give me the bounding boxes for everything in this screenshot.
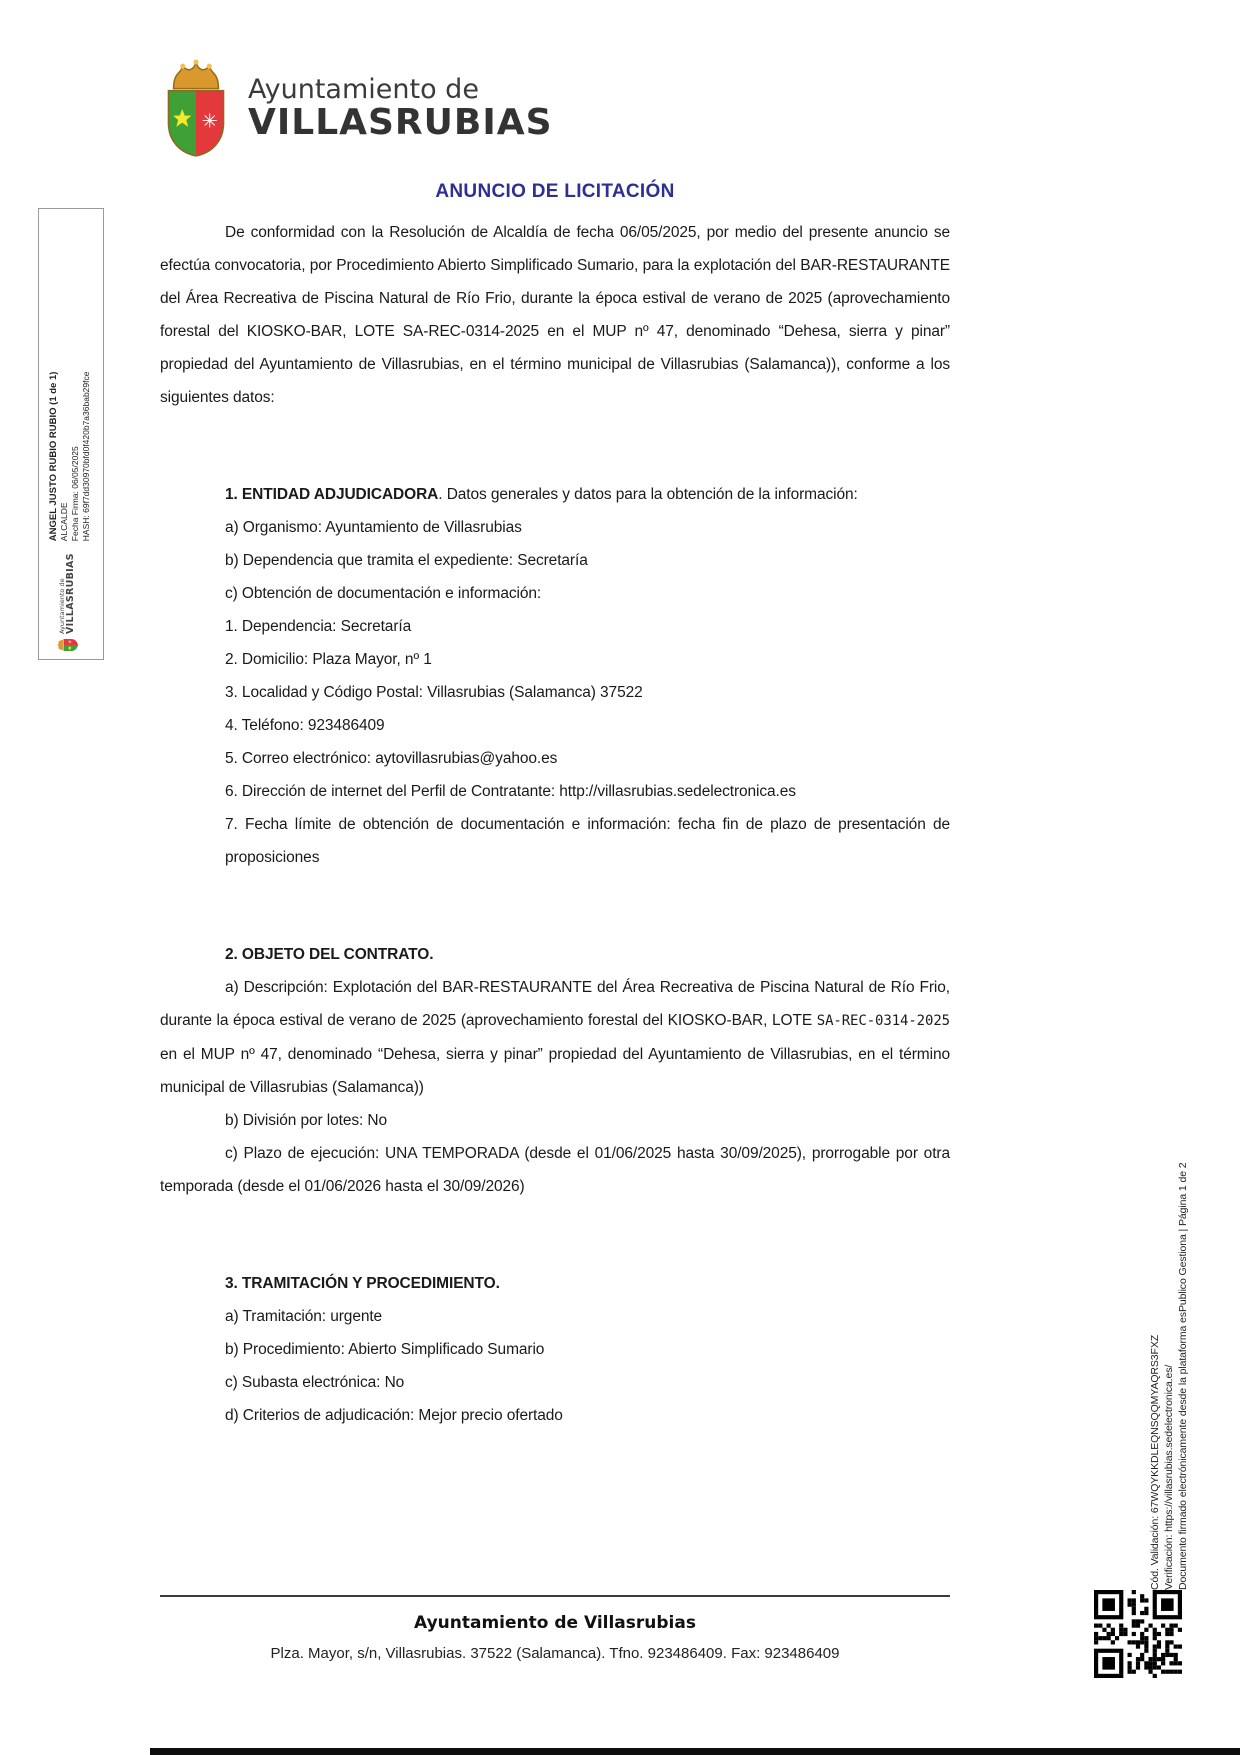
sidebar-logo-line-1: Ayuntamiento de bbox=[58, 578, 67, 634]
scan-edge-bar bbox=[150, 1748, 1240, 1755]
section-1-heading bbox=[160, 478, 950, 511]
logo-line-1: Ayuntamiento de bbox=[248, 73, 479, 105]
section-2-item-b: b) División por lotes: No bbox=[225, 1112, 388, 1129]
signer-name: ANGEL JUSTO RUBIO RUBIO (1 de 1) bbox=[48, 371, 59, 542]
section-1-item: 5. Correo electrónico: aytovillasrubias@yahoo.es bbox=[225, 750, 558, 767]
section-1-item: a) Organismo: Ayuntamiento de Villasrubias bbox=[225, 519, 522, 536]
signature-hash: HASH: 69f7dd30970bfd0f420b7a36bab29fce bbox=[81, 371, 91, 542]
section-1-item: c) Obtención de documentación e información: bbox=[225, 585, 542, 602]
footer-address: Plza. Mayor, s/n, Villasrubias. 37522 (Salamanca). Tfno. 923486409. Fax: 923486409 bbox=[270, 1645, 840, 1662]
section-3-item: a) Tramitación: urgente bbox=[225, 1308, 383, 1325]
section-3-item: d) Criterios de adjudicación: Mejor precio ofertado bbox=[225, 1407, 563, 1424]
section-1-item: 6. Dirección de internet del Perfil de Contratante: http://villasrubias.sedelectronica.es bbox=[225, 783, 796, 800]
signature-rotated-content bbox=[42, 217, 100, 653]
sidebar-logo-line-2: VILLASRUBIAS bbox=[64, 553, 76, 634]
section-1-item: b) Dependencia que tramita el expediente: Secretaría bbox=[225, 552, 588, 569]
signed-platform-note: Documento firmado electrónicamente desde la plataforma esPublico Gestiona | Página 1 de 2 bbox=[1177, 1162, 1189, 1590]
section-2-item-a bbox=[160, 971, 950, 1104]
document-body bbox=[160, 181, 950, 1432]
municipal-logo bbox=[160, 58, 553, 160]
sidebar-mini-logo bbox=[56, 553, 79, 653]
lot-code: SA-REC-0314-2025 bbox=[816, 1013, 950, 1029]
section-1-item: 1. Dependencia: Secretaría bbox=[225, 618, 412, 635]
page-title: ANUNCIO DE LICITACIÓN bbox=[435, 181, 675, 202]
section-3-item: c) Subasta electrónica: No bbox=[225, 1374, 405, 1391]
section-1-heading-bold: 1. ENTIDAD ADJUDICADORA bbox=[225, 486, 439, 503]
footer-divider bbox=[160, 1595, 950, 1597]
validation-margin bbox=[1148, 948, 1192, 1590]
section-3-item: b) Procedimiento: Abierto Simplificado Sumario bbox=[225, 1341, 545, 1358]
coat-of-arms-icon bbox=[160, 58, 232, 160]
svg-text:✳: ✳ bbox=[68, 640, 74, 644]
signature-sidebar bbox=[38, 208, 104, 660]
section-1-item: 7. Fecha límite de obtención de documentación e información: fecha fin de plazo de presentación de proposiciones bbox=[225, 816, 950, 866]
section-2a-text-end: en el MUP nº 47, denominado “Dehesa, sierra y pinar” propiedad del Ayuntamiento de Villasrubias, en el término municipal de Villasrubias (Salamanca)) bbox=[160, 1046, 950, 1096]
signature-block bbox=[48, 372, 92, 542]
coat-of-arms-small-icon bbox=[56, 637, 79, 653]
logo-line-2: VILLASRUBIAS bbox=[248, 102, 553, 144]
signer-role: ALCALDE bbox=[59, 502, 69, 542]
section-1 bbox=[160, 478, 950, 874]
section-1-item: 4. Teléfono: 923486409 bbox=[225, 717, 385, 734]
footer-organization: Ayuntamiento de Villasrubias bbox=[414, 1613, 696, 1633]
section-2-heading: 2. OBJETO DEL CONTRATO. bbox=[225, 946, 434, 963]
section-2 bbox=[160, 938, 950, 1203]
verification-url: Verificación: https://villasrubias.sedelectronica.es/ bbox=[1163, 1364, 1175, 1590]
section-3 bbox=[160, 1267, 950, 1432]
section-1-item: 2. Domicilio: Plaza Mayor, nº 1 bbox=[225, 651, 432, 668]
section-1-heading-rest: . Datos generales y datos para la obtención de la información: bbox=[438, 486, 858, 503]
logo-text bbox=[248, 73, 553, 144]
section-2-item-c: c) Plazo de ejecución: UNA TEMPORADA (desde el 01/06/2025 hasta 30/09/2025), prorrogable por otra temporada (desde el 01/06/2026 hasta el 30/09/2026) bbox=[160, 1145, 950, 1195]
validation-code: Cód. Validación: 67WQYKKDLEQNSQQMYAQRS3FXZ bbox=[1149, 1334, 1161, 1590]
signature-date: Fecha Firma: 06/05/2025 bbox=[70, 446, 80, 542]
section-1-item: 3. Localidad y Código Postal: Villasrubias (Salamanca) 37522 bbox=[225, 684, 643, 701]
section-2a-text: a) Descripción: Explotación del BAR-RESTAURANTE del Área Recreativa de Piscina Natural de Río Frio, durante la época estival de verano de 2025 (aprovechamiento forestal del KIOSKO-BAR, LOTE bbox=[160, 979, 950, 1029]
intro-paragraph: De conformidad con la Resolución de Alcaldía de fecha 06/05/2025, por medio del presente anuncio se efectúa convocatoria, por Procedimiento Abierto Simplificado Sumario, para la explotación del BAR-RESTAURANTE del Área Recreativa de Piscina Natural de Río Frio, durante la época estival de verano de 2025 (aprovechamiento forestal del KIOSKO-BAR, LOTE SA-REC-0314-2025 en el MUP nº 47, denominado “Dehesa, sierra y pinar” propiedad del Ayuntamiento de Villasrubias, en el término municipal de Villasrubias (Salamanca)), conforme a los siguientes datos: bbox=[160, 224, 950, 406]
section-3-heading: 3. TRAMITACIÓN Y PROCEDIMIENTO. bbox=[225, 1275, 500, 1292]
qr-code bbox=[1094, 1590, 1182, 1678]
svg-text:✳: ✳ bbox=[201, 109, 218, 133]
page-footer bbox=[160, 1595, 950, 1662]
